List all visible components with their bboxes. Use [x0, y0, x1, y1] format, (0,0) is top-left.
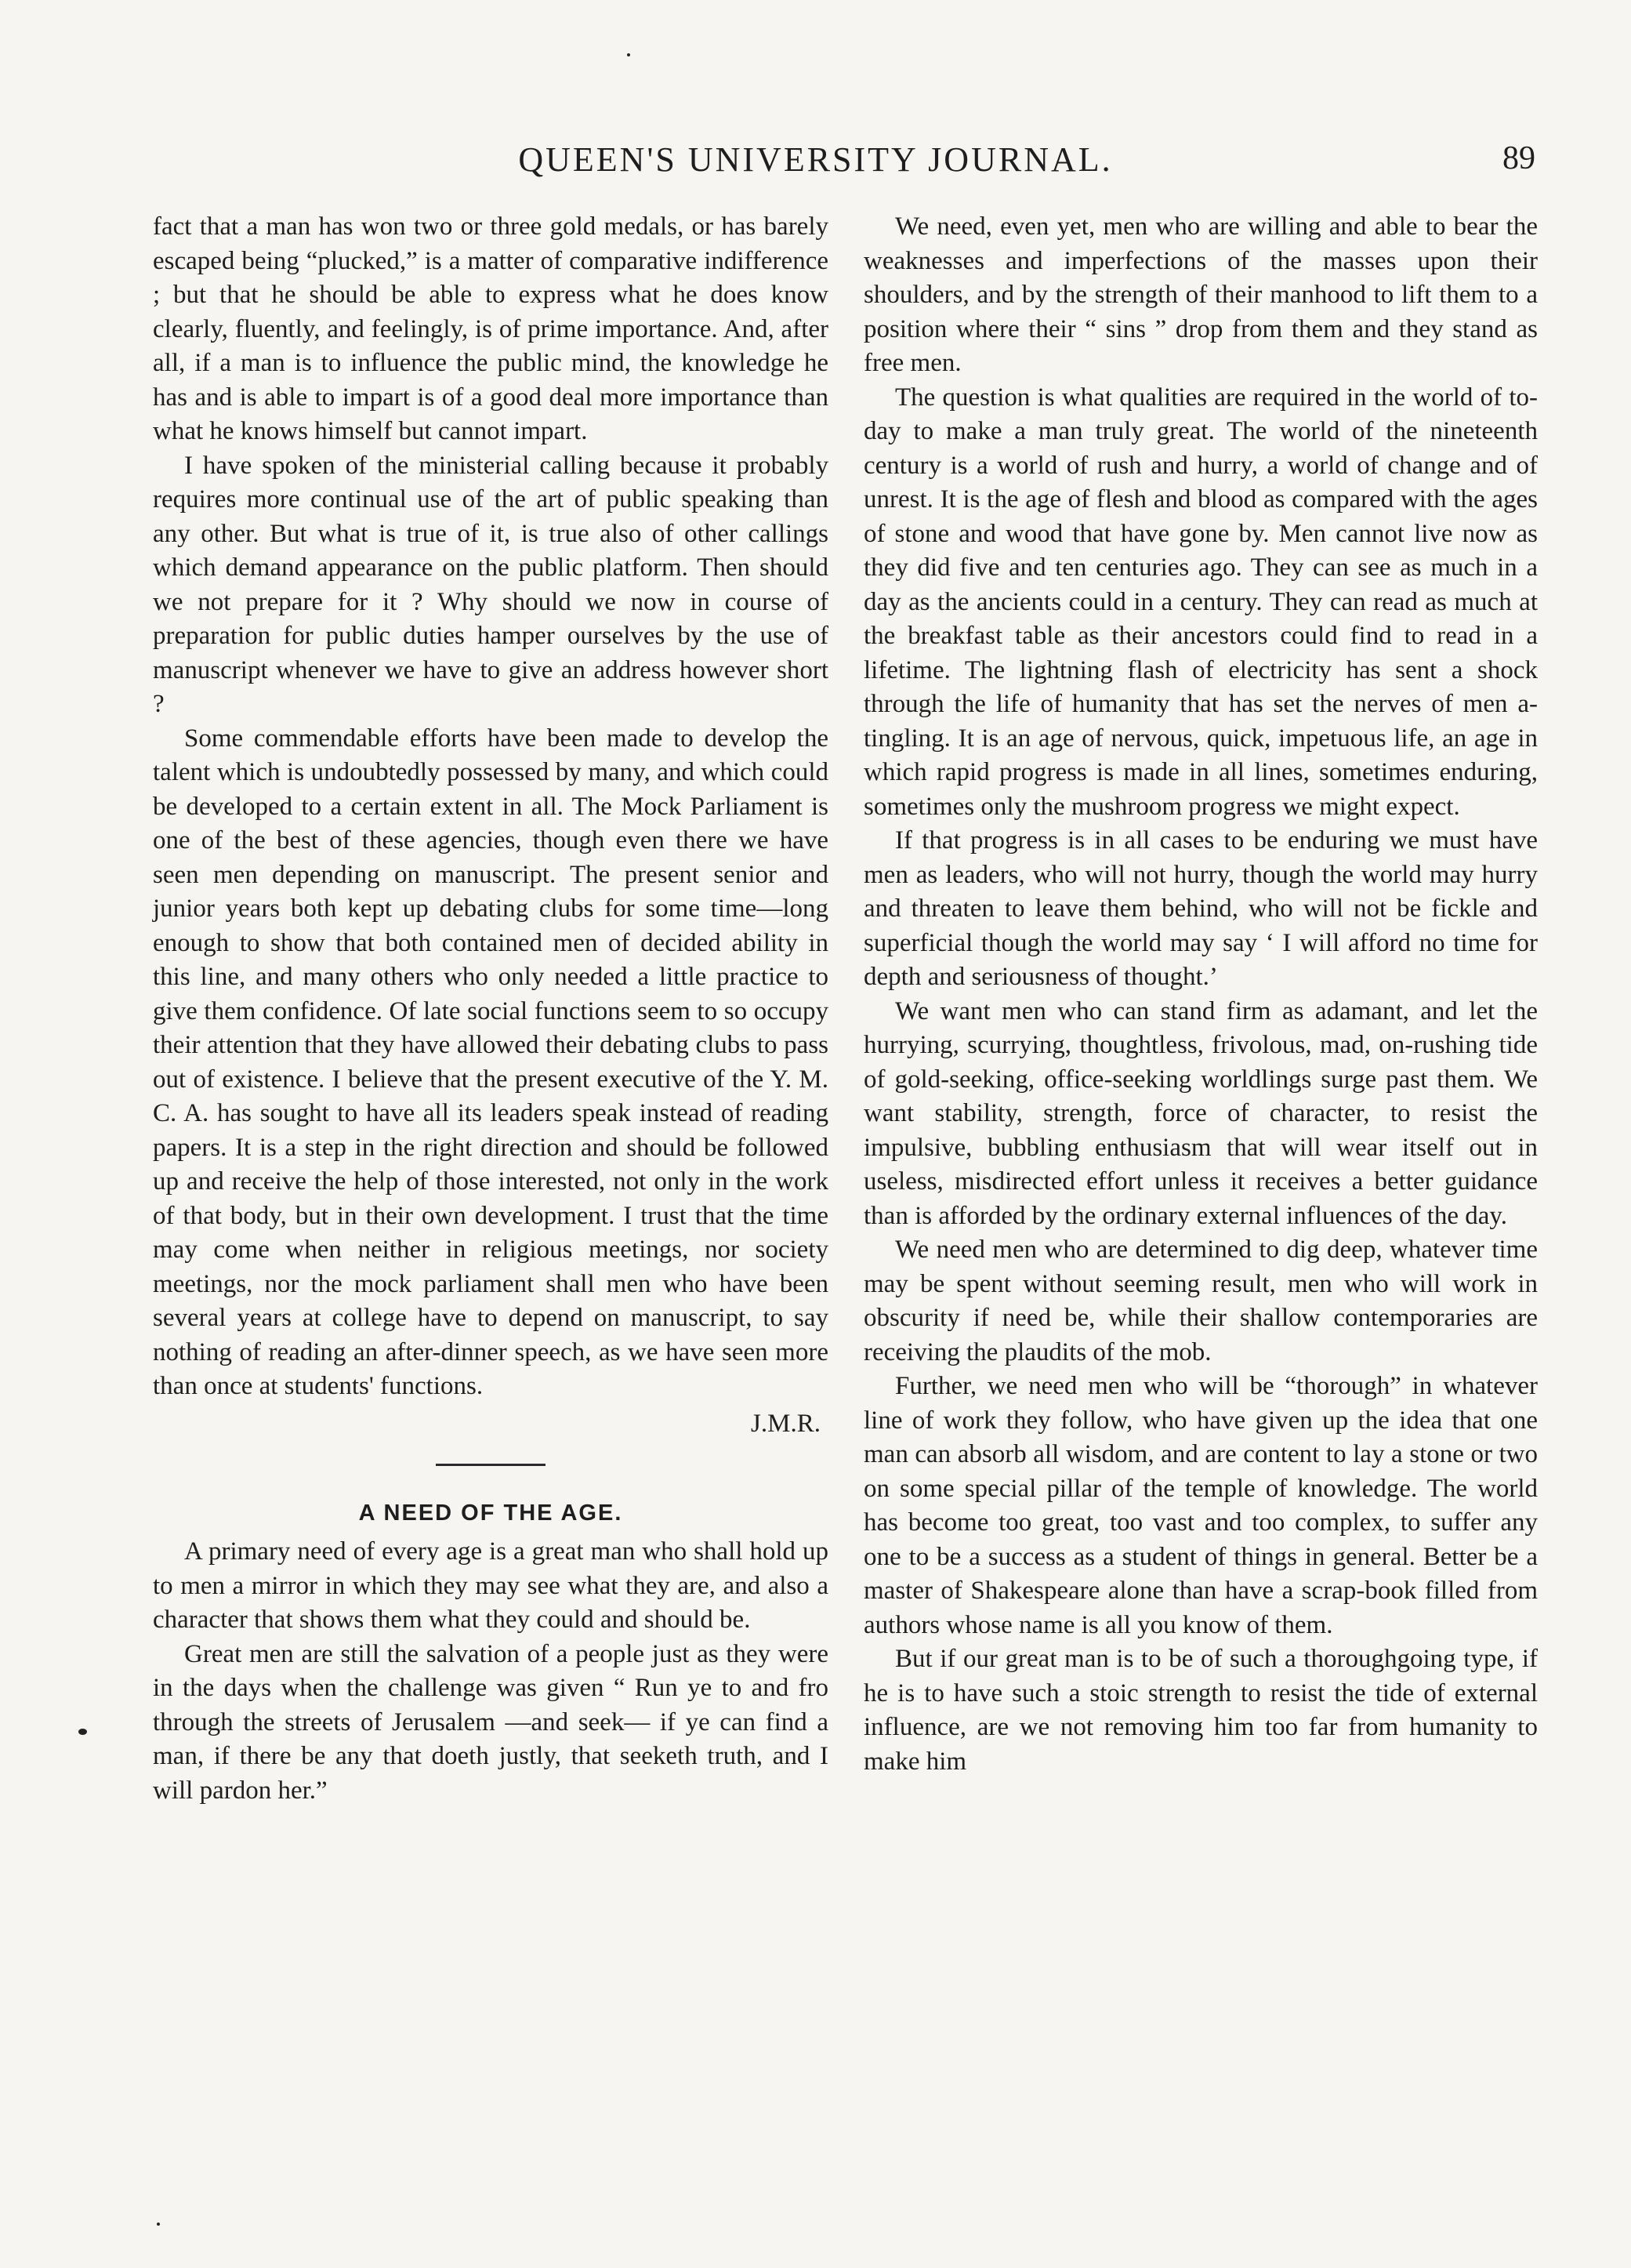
paragraph: We need men who are determined to dig deep, whatever time may be spent without seeming result, men who will work in obscurity if need be, while their shallow contemporaries are receiving the plaudits of the mob. — [864, 1236, 1538, 1366]
author-signature: J.M.R. — [751, 1409, 821, 1438]
section-divider — [153, 1442, 828, 1493]
journal-title: QUEEN'S UNIVERSITY JOURNAL. — [518, 140, 1113, 179]
divider-rule — [436, 1464, 545, 1466]
paragraph: We need, even yet, men who are willing and able to bear the weaknesses and imperfections of the masses upon their shoulders, and by the strength of their manhood to lift them to a position where their “ sins ” drop from them and they stand as free men. — [864, 212, 1538, 377]
article-title: A NEED OF THE AGE. — [358, 1500, 623, 1526]
paragraph: Great men are still the salvation of a people just as they were in the days when the challenge was given “ Run ye to and fro through the streets of Jerusalem —and seek— if ye can find a man, if there be any that doeth justly, that seeketh truth, and I will pardon her.” — [153, 1639, 828, 1805]
paragraph: If that progress is in all cases to be enduring we must have men as leaders, who will not hurry, though the world may hurry and threaten to leave them behind, who will not be fickle and superficial though the world may say ‘ I will afford no time for depth and seriousness of thought.’ — [864, 826, 1538, 991]
paragraph: Further, we need men who will be “thorough” in whatever line of work they follow, who have given up the idea that one man can absorb all wisdom, and are content to lay a stone or two on some special pillar of the temple of knowledge. The world has become too great, too vast and too complex, to suffer any one to be a success as a student of things in general. Better be a master of Shakespeare alone than have a scrap-book filled from authors whose name is all you know of them. — [864, 1372, 1538, 1639]
paragraph: A primary need of every age is a great man who shall hold up to men a mirror in which they may see what they are, and also a character that shows them what they could and should be. — [153, 1537, 828, 1634]
paragraph: fact that a man has won two or three gold medals, or has barely escaped being “plucked,” is a matter of comparative indifference ; but that he should be able to express what he does know clearly, fluently, and feelingly, is of prime importance. And, after all, if a man is to influence the public mind, the knowledge he has and is able to impart is of a good deal more importance than what he knows himself but cannot impart. — [153, 212, 828, 445]
page-number: 89 — [1502, 140, 1535, 176]
signature-line — [153, 1407, 828, 1442]
running-head — [0, 140, 1631, 187]
ink-speck — [157, 2223, 160, 2226]
left-column — [153, 210, 828, 1808]
paragraph: The question is what qualities are required in the world of to-day to make a man truly great. The world of the nineteenth century is a world of rush and hurry, a world of change and of unrest. It is the age of flesh and blood as compared with the ages of stone and wood that have gone by. Men cannot live now as they did five and ten centuries ago. They can see as much in a day as the ancients could in a century. They can read as much at the breakfast table as their ancestors could find to read in a lifetime. The lightning flash of electricity has sent a shock through the life of humanity that has set the nerves of men a-tingling. It is an age of nervous, quick, impetuous life, an age in which rapid progress is made in all lines, sometimes enduring, sometimes only the mushroom progress we might expect. — [864, 383, 1538, 821]
ink-speck — [627, 53, 630, 56]
paragraph: Some commendable efforts have been made to develop the talent which is undoubtedly possessed by many, and which could be developed to a certain extent in all. The Mock Parliament is one of the best of these agencies, though even there we have seen men depending on manuscript. The present senior and junior years both kept up debating clubs for some time—long enough to show that both contained men of decided ability in this line, and many others who only needed a little practice to give them confidence. Of late social functions seem to so occupy their attention that they have allowed their debating clubs to pass out of existence. I believe that the present executive of the Y. M. C. A. has sought to have all its leaders speak instead of reading papers. It is a step in the right direction and should be followed up and receive the help of those interested, not only in the work of that body, but in their own development. I trust that the time may come when neither in religious meetings, nor society meetings, nor the mock parliament shall men who have been several years at college have to depend on manuscript, to say nothing of reading an after-dinner speech, as we have seen more than once at students' functions. — [153, 724, 828, 1400]
paragraph: We want men who can stand firm as adamant, and let the hurrying, scurrying, thoughtless, frivolous, mad, on-rushing tide of gold-seeking, office-seeking worldlings surge past them. We want stability, strength, force of character, to resist the impulsive, bubbling enthusiasm that will wear itself out in useless, misdirected effort unless it receives a better guidance than is afforded by the ordinary external influences of the day. — [864, 996, 1538, 1230]
paragraph: I have spoken of the ministerial calling because it probably requires more continual use of the art of public speaking than any other. But what is true of it, is true also of other callings which demand appearance on the public platform. Then should we not prepare for it ? Why should we now in course of preparation for public duties hamper ourselves by the use of manuscript whenever we have to give an address however short ? — [153, 451, 828, 718]
ink-speck — [78, 1729, 87, 1735]
right-column — [864, 210, 1538, 1779]
paragraph: But if our great man is to be of such a thoroughgoing type, if he is to have such a stoic strength to resist the tide of external influence, are we not removing him too far from humanity to make him — [864, 1645, 1538, 1776]
